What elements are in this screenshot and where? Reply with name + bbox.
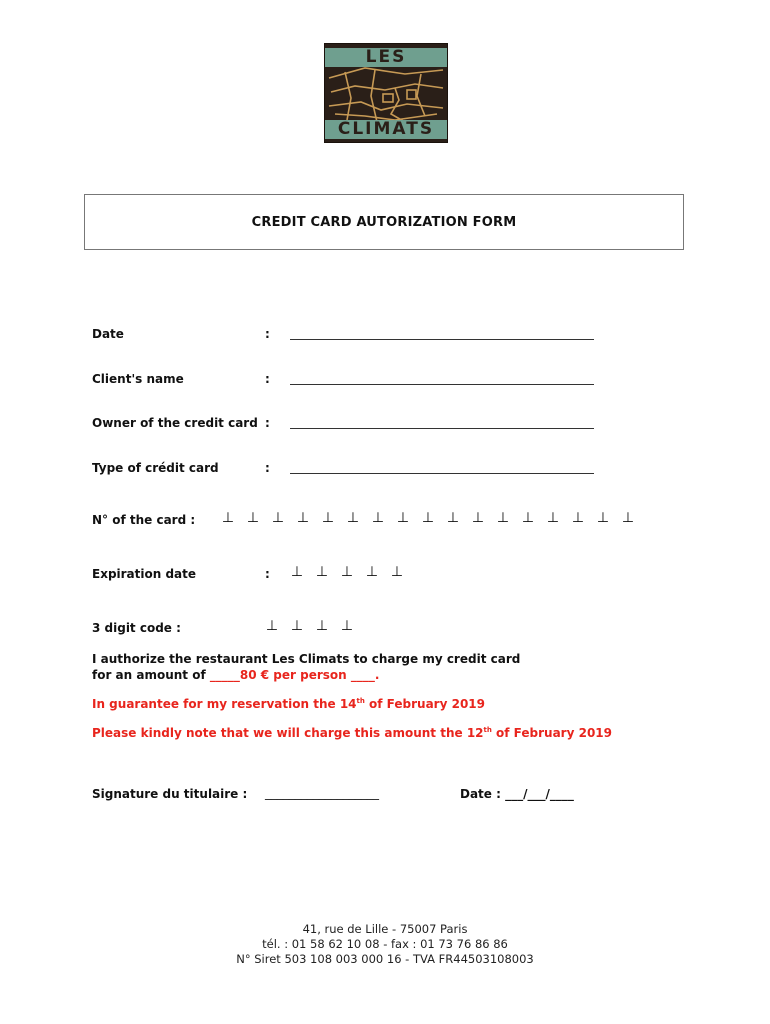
card-number-digit-box[interactable]: ⊥ xyxy=(321,510,335,526)
authorization-line-1: I authorize the restaurant Les Climats to charge my credit card xyxy=(92,652,521,666)
signature-date[interactable]: Date : ___/___/____ xyxy=(460,787,574,801)
expiration-digit-box[interactable]: ⊥ xyxy=(365,564,379,580)
cvv-label: 3 digit code : xyxy=(92,621,181,635)
charge-text: Please kindly note that we will charge this amount the 12 xyxy=(92,726,484,740)
card-number-digit-box[interactable]: ⊥ xyxy=(221,510,235,526)
expiration-colon: : xyxy=(265,567,270,581)
charge-date: of February 2019 xyxy=(491,726,612,740)
charge-note xyxy=(92,726,612,740)
footer-siret: N° Siret 503 108 003 000 16 - TVA FR44503108003 xyxy=(236,952,534,966)
cvv-digit-box[interactable]: ⊥ xyxy=(265,618,279,634)
cvv-boxes[interactable] xyxy=(265,618,354,634)
client-name-field[interactable] xyxy=(290,384,594,385)
card-number-digit-box[interactable]: ⊥ xyxy=(371,510,385,526)
card-owner-field[interactable] xyxy=(290,428,594,429)
card-number-digit-box[interactable]: ⊥ xyxy=(271,510,285,526)
card-number-boxes[interactable] xyxy=(221,510,635,526)
card-number-digit-box[interactable]: ⊥ xyxy=(546,510,560,526)
card-type-colon: : xyxy=(265,461,270,475)
card-owner-label: Owner of the credit card xyxy=(92,416,258,430)
expiration-boxes[interactable] xyxy=(290,564,404,580)
card-owner-colon: : xyxy=(265,416,270,430)
card-number-digit-box[interactable]: ⊥ xyxy=(246,510,260,526)
card-number-digit-box[interactable]: ⊥ xyxy=(471,510,485,526)
card-number-digit-box[interactable]: ⊥ xyxy=(421,510,435,526)
signature-label: Signature du titulaire : xyxy=(92,787,248,801)
guarantee-text: In guarantee for my reservation the 14 xyxy=(92,697,357,711)
amount-prefix: for an amount of xyxy=(92,668,210,682)
guarantee-sup: th xyxy=(356,697,365,705)
amount-value: _____80 € per person ____. xyxy=(209,668,380,682)
cvv-digit-box[interactable]: ⊥ xyxy=(340,618,354,634)
date-colon: : xyxy=(265,327,270,341)
guarantee-note xyxy=(92,697,485,711)
footer-address: 41, rue de Lille - 75007 Paris xyxy=(302,922,468,936)
logo-text-bottom: CLIMATS xyxy=(337,119,435,139)
card-number-digit-box[interactable]: ⊥ xyxy=(396,510,410,526)
card-type-label: Type of crédit card xyxy=(92,461,219,475)
card-number-label: N° of the card : xyxy=(92,513,196,527)
date-field[interactable] xyxy=(290,339,594,340)
card-number-digit-box[interactable]: ⊥ xyxy=(496,510,510,526)
charge-sup: th xyxy=(483,726,492,734)
cvv-digit-box[interactable]: ⊥ xyxy=(315,618,329,634)
footer-phone: tél. : 01 58 62 10 08 - fax : 01 73 76 86 86 xyxy=(262,937,508,951)
card-type-field[interactable] xyxy=(290,473,594,474)
card-number-digit-box[interactable]: ⊥ xyxy=(346,510,360,526)
card-number-digit-box[interactable]: ⊥ xyxy=(521,510,535,526)
form-title: CREDIT CARD AUTORIZATION FORM xyxy=(84,194,684,250)
authorization-line-2 xyxy=(92,668,379,682)
client-name-colon: : xyxy=(265,372,270,386)
expiration-digit-box[interactable]: ⊥ xyxy=(315,564,329,580)
expiration-digit-box[interactable]: ⊥ xyxy=(390,564,404,580)
logo-text-top: LES xyxy=(365,47,407,67)
restaurant-logo xyxy=(324,43,448,143)
card-number-digit-box[interactable]: ⊥ xyxy=(296,510,310,526)
client-name-label: Client's name xyxy=(92,372,184,386)
card-number-digit-box[interactable]: ⊥ xyxy=(621,510,635,526)
date-label: Date xyxy=(92,327,124,341)
guarantee-date: of February 2019 xyxy=(364,697,485,711)
card-number-digit-box[interactable]: ⊥ xyxy=(571,510,585,526)
card-number-digit-box[interactable]: ⊥ xyxy=(596,510,610,526)
expiration-digit-box[interactable]: ⊥ xyxy=(290,564,304,580)
card-number-digit-box[interactable]: ⊥ xyxy=(446,510,460,526)
expiration-label: Expiration date xyxy=(92,567,197,581)
cvv-digit-box[interactable]: ⊥ xyxy=(290,618,304,634)
signature-field[interactable]: ___________________ xyxy=(265,786,379,800)
expiration-digit-box[interactable]: ⊥ xyxy=(340,564,354,580)
